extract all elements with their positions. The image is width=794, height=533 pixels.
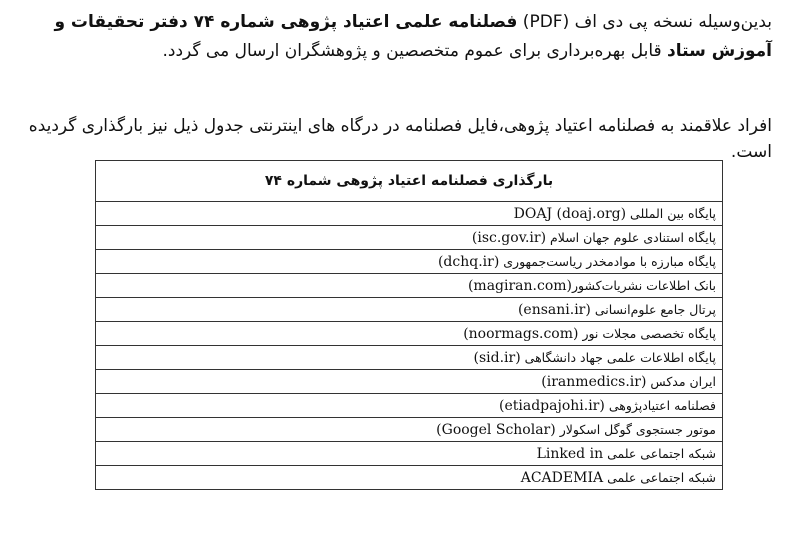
table-header: بارگذاری فصلنامه اعتیاد پژوهی شماره ۷۴ (96, 161, 723, 202)
portal-label: شبکه اجتماعی علمی (603, 469, 716, 485)
portal-label: بانک اطلاعات نشریات‌کشور (572, 277, 716, 293)
table-row (96, 346, 723, 370)
table-row (96, 466, 723, 490)
table-body (96, 202, 723, 490)
portal-cell (96, 442, 723, 466)
table-row (96, 274, 723, 298)
portal-site-link[interactable]: ACADEMIA (520, 469, 604, 486)
portal-site-link[interactable]: DOAJ (doaj.org) (513, 205, 627, 222)
table-row (96, 202, 723, 226)
portal-site-link[interactable]: (magiran.com) (467, 277, 572, 294)
portal-cell (96, 394, 723, 418)
table-row (96, 322, 723, 346)
portal-site-link[interactable]: (ensani.ir) (517, 301, 591, 318)
portal-label: پایگاه بین المللی (626, 205, 716, 221)
portal-label: پایگاه تخصصی مجلات نور (578, 325, 716, 341)
portal-cell (96, 226, 723, 250)
portal-site-link[interactable]: (Googel Scholar) (436, 421, 556, 438)
intro-paragraph (12, 8, 772, 66)
portal-cell (96, 322, 723, 346)
portal-site-link[interactable]: (noormags.com) (463, 325, 579, 342)
portal-label: پایگاه استنادی علوم جهان اسلام (546, 229, 716, 245)
portal-cell (96, 346, 723, 370)
table-header-row (96, 161, 723, 202)
upload-notice-paragraph: افراد علاقمند به فصلنامه اعتیاد پژوهی،فایل فصلنامه در درگاه های اینترنتی جدول ذیل نیز بارگذاری گردیده است. (28, 116, 772, 162)
portal-label: پایگاه مبارزه با موادمخدر ریاست‌جمهوری (499, 253, 716, 269)
intro-text-start: بدین‌وسیله نسخه پی دی اف (PDF) (517, 12, 772, 32)
table-row (96, 298, 723, 322)
portal-cell (96, 418, 723, 442)
upload-portals-table (95, 160, 723, 490)
intro-text-end: قابل بهره‌برداری برای عموم متخصصین و پژوهشگران ارسال می گردد. (162, 41, 668, 61)
portal-cell (96, 466, 723, 490)
portal-label: موتور جستجوی گوگل اسکولار (555, 421, 716, 437)
portal-site-link[interactable]: (etiadpajohi.ir) (499, 397, 605, 414)
table-row (96, 418, 723, 442)
portal-site-link[interactable]: (sid.ir) (473, 349, 521, 366)
table-row (96, 226, 723, 250)
table-row (96, 250, 723, 274)
portal-cell (96, 274, 723, 298)
portal-label: ایران مدکس (646, 373, 716, 389)
portal-label: فصلنامه اعتیادپژوهی (604, 397, 716, 413)
intro-journal-title: فصلنامه علمی اعتیاد پژوهی شماره ۷۴ دفتر تحقیقات و آموزش ستاد (54, 12, 772, 61)
portal-cell (96, 298, 723, 322)
table-row (96, 394, 723, 418)
table-row (96, 442, 723, 466)
portal-label: پایگاه اطلاعات علمی جهاد دانشگاهی (520, 349, 716, 365)
portal-cell (96, 202, 723, 226)
portal-cell (96, 370, 723, 394)
portal-site-link[interactable]: Linked in (536, 445, 604, 462)
portal-label: شبکه اجتماعی علمی (603, 445, 716, 461)
portal-site-link[interactable]: (isc.gov.ir) (471, 229, 547, 246)
portal-site-link[interactable]: (dchq.ir) (437, 253, 500, 270)
portal-site-link[interactable]: (iranmedics.ir) (541, 373, 647, 390)
portal-label: پرتال جامع علوم‌انسانی (590, 301, 716, 317)
portal-cell (96, 250, 723, 274)
table-row (96, 370, 723, 394)
